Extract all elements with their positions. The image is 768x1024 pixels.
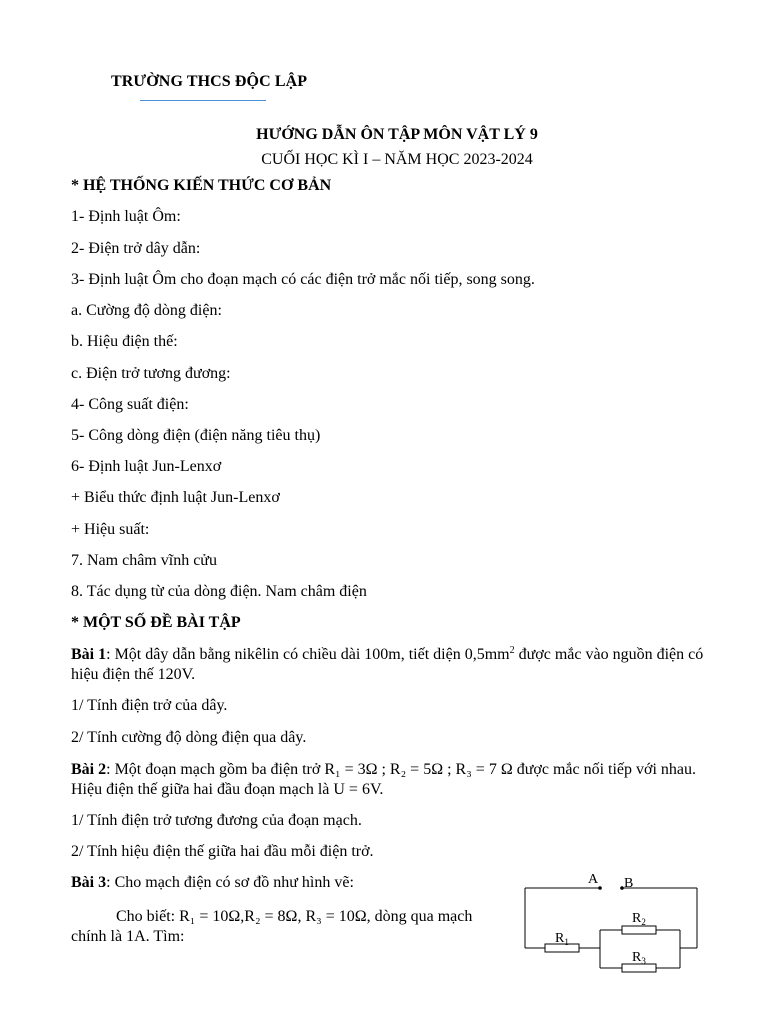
exercise-2 — [71, 760, 711, 800]
terminal-b-label: B — [624, 876, 634, 891]
exercise-text: : Một dây dẫn bằng nikêlin có chiều dài 100m, tiết diện 0,5mm — [106, 646, 510, 663]
exercise-1 — [71, 645, 711, 685]
resistor-r1-letter: R — [555, 931, 565, 946]
resistor-r2-letter: R — [632, 911, 642, 926]
exercise-label: Bài 2 — [71, 761, 107, 778]
resistor-r3-letter: R — [632, 950, 642, 965]
school-name: TRƯỜNG THCS ĐỘC LẬP — [111, 73, 308, 90]
exercise-question: 1/ Tính điện trở của dây. — [71, 697, 228, 714]
list-item: b. Hiệu điện thế: — [71, 333, 178, 350]
list-item: 4- Công suất điện: — [71, 396, 189, 413]
section1-heading: * HỆ THỐNG KIẾN THỨC CƠ BẢN — [71, 177, 332, 194]
list-item: 6- Định luật Jun-Lenxơ — [71, 458, 222, 475]
exercise-3-given: Cho biết: R₁ = 10Ω,R₂ = 8Ω, R₃ = 10Ω, dòng qua mạch chính là 1A. Tìm: — [71, 908, 473, 945]
resistor-r1-sub: 1 — [564, 937, 569, 947]
terminal-a-dot — [598, 886, 602, 890]
list-item: 8. Tác dụng từ của dòng điện. Nam châm điện — [71, 583, 367, 600]
list-item: 7. Nam châm vĩnh cửu — [71, 552, 217, 569]
list-item: c. Điện trở tương đương: — [71, 365, 231, 382]
section2-heading: * MỘT SỐ ĐỀ BÀI TẬP — [71, 614, 241, 631]
list-item: 5- Công dòng điện (điện năng tiêu thụ) — [71, 427, 321, 444]
exercise-label: Bài 1 — [71, 646, 107, 663]
resistor-r2-label — [632, 911, 646, 927]
resistor-r2-sub: 2 — [641, 917, 646, 927]
exercise-3 — [71, 874, 354, 892]
document-subtitle: CUỐI HỌC KÌ I – NĂM HỌC 2023-2024 — [261, 151, 533, 168]
circuit-diagram — [520, 868, 705, 978]
exercise-question: 2/ Tính cường độ dòng điện qua dây. — [71, 729, 307, 746]
exercise-label: Bài 3 — [71, 874, 107, 891]
exercise-text: được mắc vào nguồn điện có hiệu điện thế 120V. — [71, 646, 704, 683]
list-item: 1- Định luật Ôm: — [71, 208, 181, 225]
resistor-r1-label — [555, 931, 569, 947]
exercise-text: : Cho mạch điện có sơ đồ như hình vẽ: — [106, 874, 354, 891]
resistor-r3-label — [632, 950, 646, 966]
resistor-r3 — [622, 964, 656, 972]
document-title: HƯỚNG DẪN ÔN TẬP MÔN VẬT LÝ 9 — [256, 126, 538, 143]
list-item: a. Cường độ dòng điện: — [71, 302, 222, 319]
exercise-text: : Một đoạn mạch gồm ba điện trở R₁ = 3Ω ; R₂ = 5Ω ; R₃ = 7 Ω được mắc nối tiếp với nhau. Hiệu điện thế giữa hai đầu đoạn mạch là U = 6V. — [71, 761, 697, 798]
list-item: + Biểu thức định luật Jun-Lenxơ — [71, 489, 280, 506]
list-item: 2- Điện trở dây dẫn: — [71, 240, 201, 257]
exercise-question: 2/ Tính hiệu điện thế giữa hai đầu mỗi điện trở. — [71, 843, 374, 860]
school-underline — [140, 100, 266, 101]
resistor-r2 — [622, 926, 656, 934]
exercise-question: 1/ Tính điện trở tương đương của đoạn mạch. — [71, 812, 362, 829]
resistor-r3-sub: 3 — [641, 956, 646, 966]
terminal-a-label: A — [588, 872, 599, 887]
list-item: 3- Định luật Ôm cho đoạn mạch có các điện trở mắc nối tiếp, song song. — [71, 271, 535, 288]
exercise-superscript: 2 — [509, 645, 515, 656]
list-item: + Hiệu suất: — [71, 521, 150, 538]
